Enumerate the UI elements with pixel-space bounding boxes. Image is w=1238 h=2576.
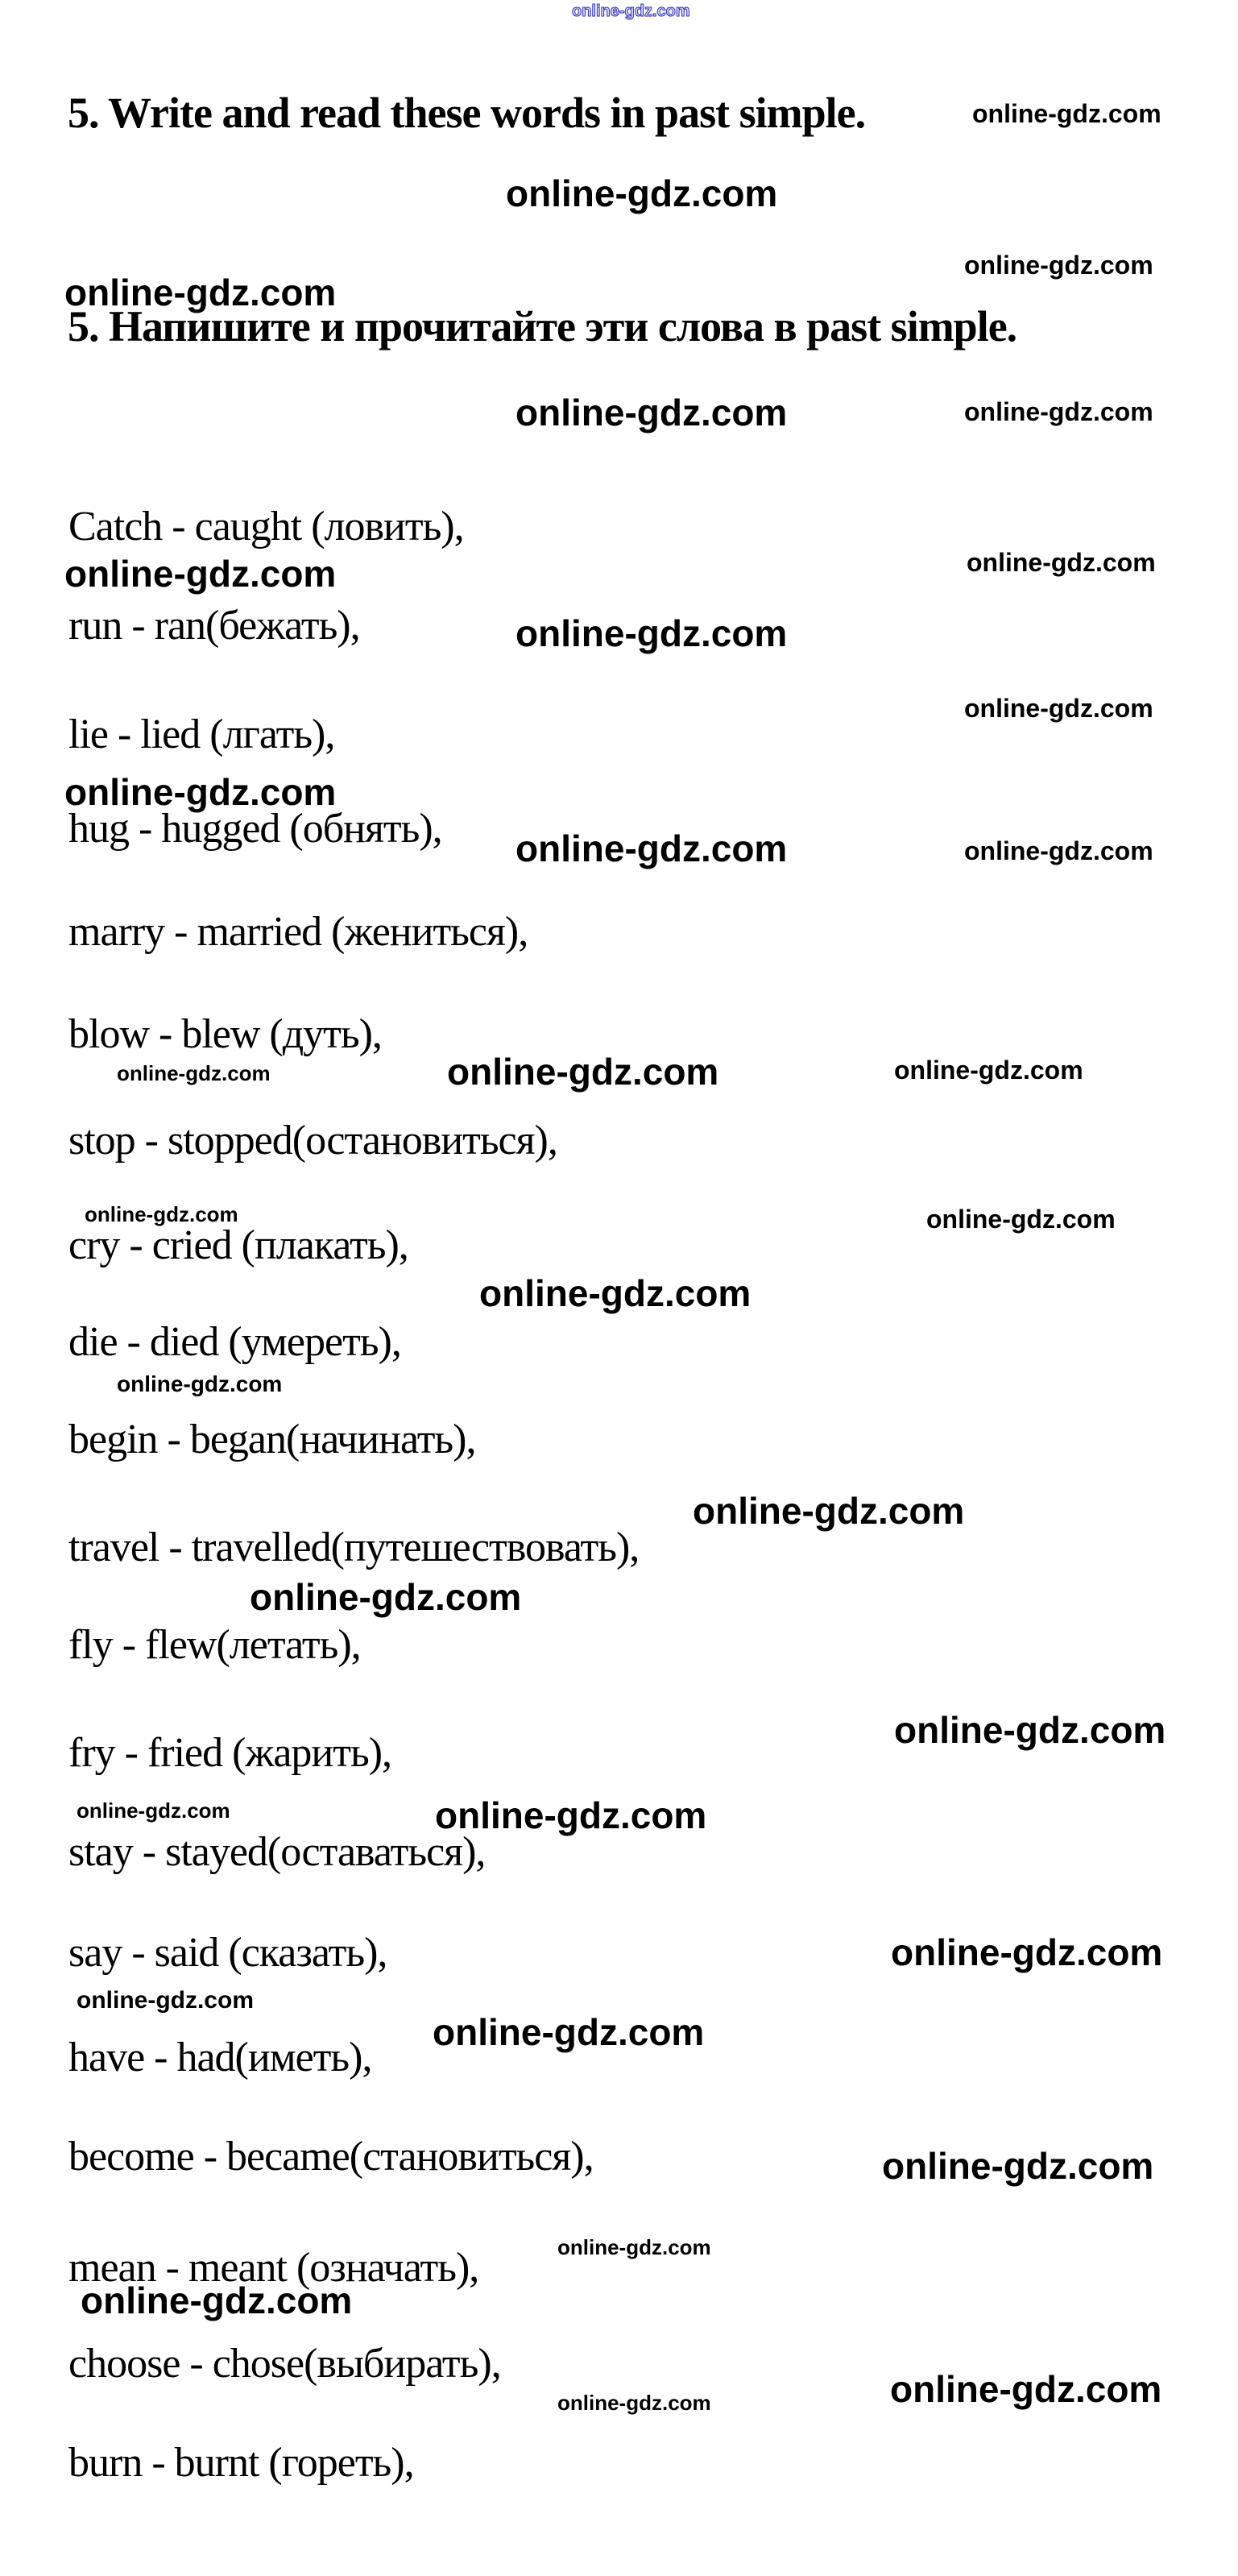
watermark: online-gdz.com <box>81 2279 353 2321</box>
watermark: online-gdz.com <box>506 172 778 214</box>
watermark: online-gdz.com <box>882 2145 1154 2187</box>
verb-pair-line: fly - flew(летать), <box>68 1622 361 1668</box>
watermark: online-gdz.com <box>117 1061 271 1085</box>
verb-pair-line: Catch - caught (ловить), <box>68 504 464 550</box>
watermark: online-gdz.com <box>447 1051 719 1093</box>
watermark: online-gdz.com <box>515 392 788 433</box>
watermark: online-gdz.com <box>891 1931 1163 1973</box>
verb-pair-line: hug - hugged (обнять), <box>68 806 442 852</box>
verb-pair-line: stop - stopped(остановиться), <box>68 1118 557 1164</box>
watermark: online-gdz.com <box>890 2368 1162 2410</box>
watermark: online-gdz.com <box>557 2235 711 2259</box>
verb-pair-line: fry - fried (жарить), <box>68 1730 392 1776</box>
watermark: online-gdz.com <box>479 1272 751 1314</box>
verb-pair-line: travel - travelled(путешествовать), <box>68 1524 640 1570</box>
watermark: online-gdz.com <box>85 1202 238 1226</box>
verb-pair-line: die - died (умереть), <box>68 1319 401 1365</box>
watermark: online-gdz.com <box>64 272 337 313</box>
verb-pair-line: choose - chose(выбирать), <box>68 2341 501 2387</box>
verb-pair-line: say - said (сказать), <box>68 1930 387 1976</box>
top-outline-watermark: online-gdz.com <box>572 2 690 20</box>
watermark: online-gdz.com <box>515 612 788 654</box>
watermark: online-gdz.com <box>964 251 1153 280</box>
section-heading: 5. Write and read these words in past simple. <box>68 89 866 137</box>
watermark: online-gdz.com <box>77 1798 230 1823</box>
watermark: online-gdz.com <box>557 2391 711 2415</box>
watermark: online-gdz.com <box>693 1490 965 1532</box>
verb-pair-line: become - became(становиться), <box>68 2134 594 2180</box>
watermark: online-gdz.com <box>894 1709 1166 1751</box>
watermark: online-gdz.com <box>964 397 1153 426</box>
watermark: online-gdz.com <box>967 548 1156 577</box>
watermark: online-gdz.com <box>64 771 337 813</box>
watermark: online-gdz.com <box>894 1056 1083 1085</box>
verb-pair-line: lie - lied (лгать), <box>68 711 335 757</box>
verb-pair-line: mean - meant (означать), <box>68 2245 479 2291</box>
verb-pair-line: blow - blew (дуть), <box>68 1011 382 1057</box>
watermark: online-gdz.com <box>64 553 337 595</box>
section-heading: 5. Напишите и прочитайте эти слова в past simple. <box>68 302 1017 351</box>
verb-pair-line: cry - cried (плакать), <box>68 1222 408 1268</box>
watermark: online-gdz.com <box>250 1576 522 1618</box>
watermark: online-gdz.com <box>433 2011 705 2053</box>
verb-pair-line: have - had(иметь), <box>68 2035 372 2080</box>
watermark: online-gdz.com <box>435 1794 707 1836</box>
watermark: online-gdz.com <box>964 836 1153 865</box>
verb-pair-line: burn - burnt (гореть), <box>68 2440 414 2486</box>
watermark: online-gdz.com <box>117 1371 283 1396</box>
verb-pair-line: begin - began(начинать), <box>68 1417 476 1462</box>
watermark: online-gdz.com <box>515 828 788 869</box>
watermark: online-gdz.com <box>972 99 1161 128</box>
verb-pair-line: marry - married (жениться), <box>68 909 528 955</box>
verb-pair-line: run - ran(бежать), <box>68 603 360 649</box>
watermark: online-gdz.com <box>77 1987 254 2014</box>
watermark: online-gdz.com <box>964 694 1153 723</box>
watermark: online-gdz.com <box>926 1205 1116 1234</box>
verb-pair-line: stay - stayed(оставаться), <box>68 1829 486 1875</box>
